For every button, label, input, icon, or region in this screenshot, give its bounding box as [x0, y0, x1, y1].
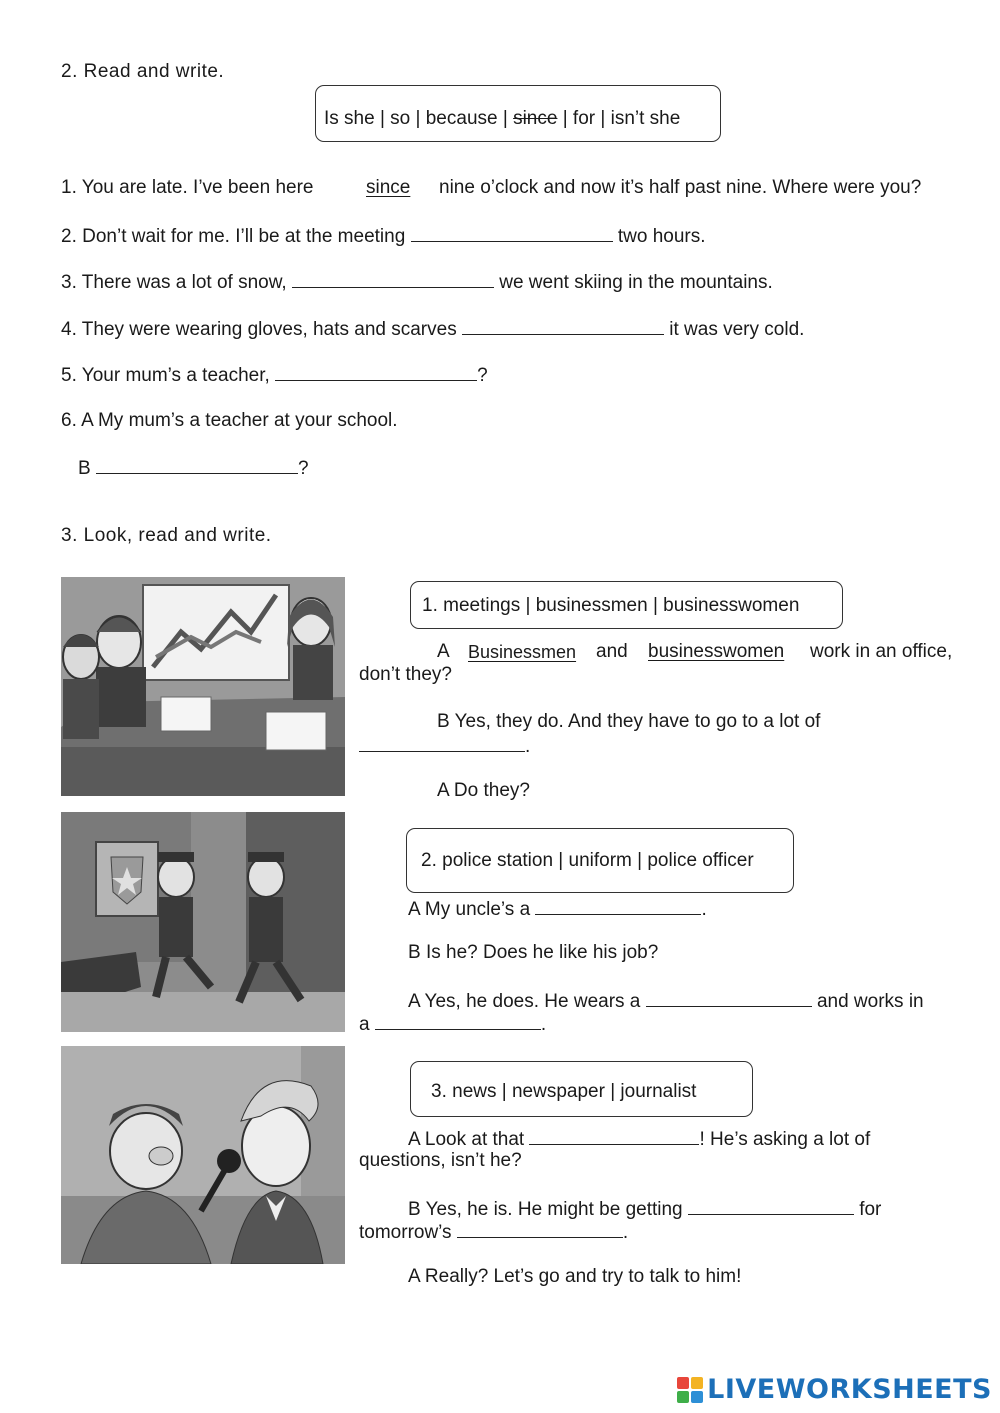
dialogue-text: a	[359, 1014, 370, 1035]
task-2-line-2: B Is he? Does he like his job?	[408, 942, 659, 963]
answer-blank-5[interactable]	[275, 363, 477, 381]
word-bank-task-1: 1. meetings | businessmen | businesswomen	[422, 595, 800, 616]
item-text: ?	[297, 458, 309, 479]
item-text: two hours.	[617, 226, 706, 247]
dialogue-text: don’t they?	[359, 664, 452, 685]
task-1-line-2-wrap	[359, 734, 530, 758]
dialogue-text: .	[622, 1222, 629, 1243]
dialogue-text: tomorrow’s	[359, 1222, 452, 1243]
answer-blank-uniform[interactable]	[646, 989, 812, 1007]
task-2-line-3	[408, 989, 924, 1013]
item-text: ?	[477, 365, 488, 386]
item-text: 6. A My mum’s a teacher at your school.	[61, 410, 398, 431]
item-text: 4. They were wearing gloves, hats and scarves	[61, 319, 457, 340]
answer-blank-police-officer[interactable]	[535, 897, 701, 915]
task-2-line-1	[408, 897, 707, 921]
police-officers-picture	[61, 812, 345, 1032]
task-1-line-3: A Do they?	[437, 780, 530, 801]
word-bank-words-rest: | for | isn’t she	[557, 108, 681, 129]
dialogue-text: A Look at that	[408, 1129, 525, 1150]
answer-blank-news[interactable]	[688, 1197, 854, 1215]
item-1-continuation	[439, 177, 921, 199]
section-3-heading: 3. Look, read and write.	[61, 525, 272, 546]
answer-blank-journalist[interactable]	[529, 1127, 699, 1145]
exercise-item-1	[61, 177, 313, 199]
journalist-interview-illustration	[61, 1046, 345, 1264]
task-2-line-3-wrap	[359, 1012, 546, 1036]
police-officers-illustration	[61, 812, 345, 1032]
answer-value: since	[366, 177, 411, 198]
item-text: B	[78, 458, 91, 479]
answer-field-businessmen[interactable]	[468, 642, 576, 663]
liveworksheets-logo-text: LIVEWORKSHEETS	[707, 1374, 992, 1405]
dialogue-text: A	[437, 641, 450, 662]
answer-blank-4[interactable]	[462, 317, 664, 335]
answer-blank-3[interactable]	[292, 270, 494, 288]
answer-blank-6[interactable]	[96, 456, 298, 474]
task-3-line-2	[408, 1197, 881, 1221]
answer-blank-2[interactable]	[411, 224, 613, 242]
task-1-line-2: B Yes, they do. And they have to go to a lot of	[437, 711, 821, 732]
dialogue-text: .	[701, 899, 707, 920]
item-text: 2. Don’t wait for me. I’ll be at the meeting	[61, 226, 406, 247]
item-text: 3. There was a lot of snow,	[61, 272, 287, 293]
item-text: 1. You are late. I’ve been here	[61, 177, 314, 198]
exercise-item-5	[61, 363, 488, 387]
journalist-interview-picture	[61, 1046, 345, 1264]
dialogue-text: .	[540, 1014, 547, 1035]
answer-blank-newspaper[interactable]	[457, 1220, 623, 1238]
item-text: 5. Your mum’s a teacher,	[61, 365, 270, 386]
dialogue-and: and	[596, 641, 628, 662]
item-text: it was very cold.	[669, 319, 805, 340]
dialogue-text: and works in	[816, 991, 924, 1012]
answer-value: Businessmen	[468, 642, 577, 662]
liveworksheets-logo[interactable]	[677, 1374, 992, 1405]
task-3-line-1-wrap: questions, isn’t he?	[359, 1150, 522, 1171]
dialogue-text: B Yes, he is. He might be getting	[408, 1199, 683, 1220]
dialogue-text: for	[859, 1199, 882, 1220]
answer-field-businesswomen[interactable]	[648, 641, 784, 663]
dialogue-text: ! He’s asking a lot of	[699, 1129, 871, 1150]
dialogue-text: A Yes, he does. He wears a	[408, 991, 641, 1012]
dialogue-text: .	[525, 736, 531, 757]
answer-field-1[interactable]	[366, 177, 410, 199]
word-bank-struck-word: since	[513, 108, 558, 129]
task-3-line-1	[408, 1127, 870, 1151]
exercise-item-3	[61, 270, 773, 294]
dialogue-text: A My uncle’s a	[408, 899, 531, 920]
exercise-item-2	[61, 224, 706, 248]
word-bank-words: Is she | so | because |	[324, 108, 514, 129]
item-text: we went skiing in the mountains.	[499, 272, 773, 293]
word-bank-task-2: 2. police station | uniform | police officer	[421, 850, 754, 871]
business-meeting-illustration	[61, 577, 345, 796]
exercise-item-4	[61, 317, 804, 341]
task-1-line-1	[437, 641, 450, 663]
answer-value: businesswomen	[648, 641, 785, 662]
task-3-line-3: A Really? Let’s go and try to talk to him!	[408, 1266, 742, 1287]
liveworksheets-logo-icon	[677, 1377, 703, 1403]
business-meeting-picture	[61, 577, 345, 796]
answer-blank-police-station[interactable]	[375, 1012, 541, 1030]
item-text: nine o’clock and now it’s half past nine. Where were you?	[439, 177, 922, 198]
answer-blank-meetings[interactable]	[359, 734, 525, 752]
exercise-item-6	[61, 410, 398, 432]
section-2-heading: 2. Read and write.	[61, 61, 225, 82]
word-bank-task-3: 3. news | newspaper | journalist	[431, 1081, 697, 1102]
dialogue-text: work in an office,	[810, 641, 953, 662]
task-3-line-2-wrap	[359, 1220, 628, 1244]
word-bank-text-1	[324, 108, 680, 130]
exercise-item-6b	[78, 456, 309, 480]
